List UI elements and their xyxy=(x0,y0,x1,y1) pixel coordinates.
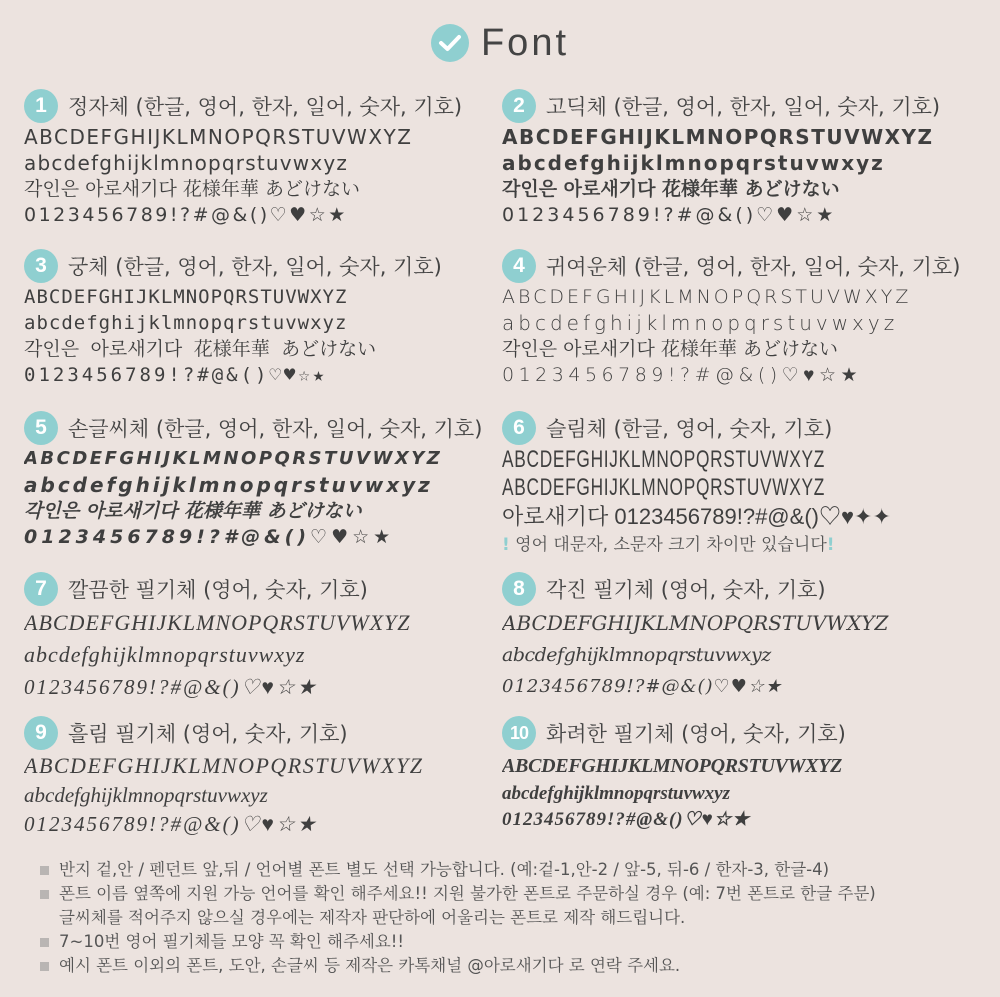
font-number-badge: 3 xyxy=(24,249,58,283)
font-title: 깔끔한 필기체 (영어, 숫자, 기호) xyxy=(68,578,368,602)
square-bullet-icon xyxy=(40,890,49,899)
notes-list xyxy=(36,858,976,978)
font-number-badge: 9 xyxy=(24,716,58,750)
font-title: 귀여운체 (한글, 영어, 한자, 일어, 숫자, 기호) xyxy=(546,255,961,279)
lowercase-sample: abcdefghijklmnopqrstuvwxyz xyxy=(502,151,885,175)
font-title: 화려한 필기체 (영어, 숫자, 기호) xyxy=(546,722,846,746)
square-bullet-icon xyxy=(40,866,49,875)
uppercase-sample: ABCDEFGHIJKLMNOPQRSTUVWXYZ xyxy=(502,611,889,635)
number-symbol-sample: 0123456789!?#@&()♡♥☆★ xyxy=(502,364,863,386)
number-symbol-sample: 0123456789!?#@&()♡♥☆★ xyxy=(502,676,783,697)
font-title: 슬림체 (한글, 영어, 숫자, 기호) xyxy=(546,417,833,441)
cjk-sample: 각인은 아로새기다 花様年華 あどけない xyxy=(24,500,362,522)
lowercase-sample: abcdefghijklmnopqrstuvwxyz xyxy=(502,783,731,804)
uppercase-sample: ABCDEFGHIJKLMNOPQRSTUVWXYZ xyxy=(24,610,411,635)
check-icon xyxy=(431,24,469,62)
uppercase-sample: ABCDEFGHIJKLMNOPQRSTUVWXYZ xyxy=(502,755,843,777)
lowercase-sample: abcdefghijklmnopqrstuvwxyz xyxy=(502,644,771,666)
font-sample-6 xyxy=(502,410,982,558)
font-sample-10 xyxy=(502,715,982,833)
uppercase-sample-alt: ABCDEFGHIJKLMNOPQRSTUVWXYZ xyxy=(502,474,826,501)
uppercase-sample: ABCDEFGHIJKLMNOPQRSTUVWXYZ xyxy=(24,125,413,149)
size-note-text: 영어 대문자, 소문자 크기 차이만 있습니다 xyxy=(515,535,827,555)
number-symbol-sample: 0123456789!?#@&()♡♥☆★ xyxy=(502,809,751,830)
uppercase-sample: ABCDEFGHIJKLMNOPQRSTUVWXYZ xyxy=(24,286,348,308)
font-number-badge: 8 xyxy=(502,572,536,606)
note-item: 폰트 이름 옆쪽에 지원 가능 언어를 확인 해주세요!! 지원 불가한 폰트로 주문하실 경우 (예: 7번 폰트로 한글 주문) xyxy=(36,882,976,906)
note-item: 7~10번 영어 필기체들 모양 꼭 확인 해주세요!! xyxy=(36,930,976,954)
cjk-sample: 각인은 아로새기다 花様年華 あどけない xyxy=(502,178,840,200)
uppercase-sample: ABCDEFGHIJKLMNOPQRSTUVWXYZ xyxy=(502,286,912,308)
lowercase-sample: abcdefghijklmnopqrstuvwxyz xyxy=(24,151,349,175)
cjk-sample: 각인은 아로새기다 花様年華 あどけない xyxy=(502,338,838,360)
font-number-badge: 6 xyxy=(502,411,536,445)
cjk-sample: 각인은 아로새기다 花様年華 あどけない xyxy=(24,178,360,200)
lowercase-sample: abcdefghijklmnopqrstuvwxyz xyxy=(24,473,433,497)
font-sample-9 xyxy=(24,715,504,839)
font-title: 각진 필기체 (영어, 숫자, 기호) xyxy=(546,578,826,602)
note-item: 글씨체를 적어주지 않으실 경우에는 제작자 판단하에 어울리는 폰트로 제작 해드립니다. xyxy=(59,908,686,927)
font-sample-7 xyxy=(24,571,504,703)
font-sample-2 xyxy=(502,88,982,228)
font-number-badge: 1 xyxy=(24,89,58,123)
uppercase-sample: ABCDEFGHIJKLMNOPQRSTUVWXYZ xyxy=(502,125,934,149)
exclamation-icon: ! xyxy=(826,535,835,555)
uppercase-sample: ABCDEFGHIJKLMNOPQRSTUVWXYZ xyxy=(24,448,443,469)
number-symbol-sample: 0123456789!?#@&()♡♥☆★ xyxy=(24,526,395,548)
number-symbol-sample: 0123456789!?#@&()♡♥☆★ xyxy=(24,204,348,226)
font-number-badge: 10 xyxy=(502,716,536,750)
uppercase-sample: ABCDEFGHIJKLMNOPQRSTUVWXYZ xyxy=(502,446,826,473)
cjk-sample: 각인은 아로새기다 花様年華 あどけない xyxy=(24,338,377,360)
font-sample-4 xyxy=(502,248,982,388)
font-title: 고딕체 (한글, 영어, 한자, 일어, 숫자, 기호) xyxy=(546,95,941,119)
font-title: 손글씨체 (한글, 영어, 한자, 일어, 숫자, 기호) xyxy=(68,417,483,441)
mixed-sample: 아로새기다 0123456789!?#@&()♡♥✦✦ xyxy=(502,504,891,529)
page-title: Font xyxy=(480,21,570,64)
square-bullet-icon xyxy=(40,962,49,971)
note-item: 예시 폰트 이외의 폰트, 도안, 손글씨 등 제작은 카톡채널 @아로새기다 로 연락 주세요. xyxy=(36,954,976,978)
page-header xyxy=(0,18,1000,68)
number-symbol-sample: 0123456789!?#@&()♡♥☆★ xyxy=(502,204,837,226)
font-number-badge: 2 xyxy=(502,89,536,123)
font-sample-1 xyxy=(24,88,504,228)
uppercase-sample: ABCDEFGHIJKLMNOPQRSTUVWXYZ xyxy=(24,753,424,778)
font-number-badge: 7 xyxy=(24,572,58,606)
font-sample-3 xyxy=(24,248,504,388)
size-note xyxy=(502,532,982,558)
font-title: 궁체 (한글, 영어, 한자, 일어, 숫자, 기호) xyxy=(68,255,442,279)
font-title: 정자체 (한글, 영어, 한자, 일어, 숫자, 기호) xyxy=(68,95,463,119)
number-symbol-sample: 0123456789!?#@&()♡♥☆★ xyxy=(24,812,318,836)
font-title: 흘림 필기체 (영어, 숫자, 기호) xyxy=(68,722,348,746)
square-bullet-icon xyxy=(40,938,49,947)
number-symbol-sample: 0123456789!?#@&()♡♥☆★ xyxy=(24,675,318,699)
font-number-badge: 5 xyxy=(24,411,58,445)
lowercase-sample: abcdefghijklmnopqrstuvwxyz xyxy=(502,311,899,335)
font-number-badge: 4 xyxy=(502,249,536,283)
lowercase-sample: abcdefghijklmnopqrstuvwxyz xyxy=(24,312,348,334)
lowercase-sample: abcdefghijklmnopqrstuvwxyz xyxy=(24,783,268,807)
number-symbol-sample: 0123456789!?#@&()♡♥☆★ xyxy=(24,364,328,386)
exclamation-icon: ! xyxy=(502,535,510,555)
lowercase-sample: abcdefghijklmnopqrstuvwxyz xyxy=(24,642,306,667)
note-item: 반지 겉,안 / 펜던트 앞,뒤 / 언어별 폰트 별도 선택 가능합니다. (예:겉-1,안-2 / 앞-5, 뒤-6 / 한자-3, 한글-4) xyxy=(36,858,976,882)
font-sample-5 xyxy=(24,410,504,550)
font-sample-8 xyxy=(502,571,982,703)
